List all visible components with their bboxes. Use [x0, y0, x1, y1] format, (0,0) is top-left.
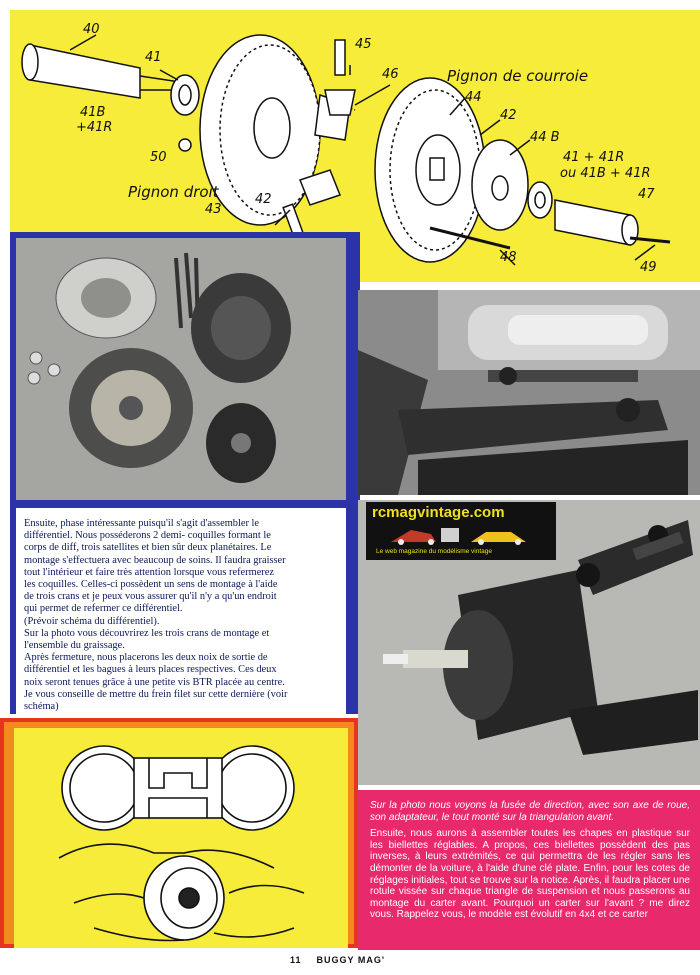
caption-line: Je vous conseille de mettre du frein filet sur cette dernière (voir: [24, 688, 288, 700]
page-number: 11: [290, 955, 302, 965]
differential-schema-drawing: [14, 728, 348, 948]
part-label-41r: +41R: [76, 120, 113, 135]
steering-hub-photo: [358, 500, 700, 785]
part-label-45: 45: [355, 37, 372, 52]
caption-line: différentiel et les bagues à leurs places respectives. Ces deux: [24, 664, 277, 676]
caption-line: schéma): [24, 701, 59, 713]
differential-parts-photo: [16, 238, 346, 500]
caption-line: Ensuite, phase intéressante puisqu'il s'agit d'assembler le: [24, 518, 260, 529]
part-label-44: 44: [465, 90, 482, 105]
part-label-46: 46: [382, 67, 399, 82]
caption-line: les coquilles. Celles-ci possèdent un sens de montage à l'aide: [24, 579, 278, 591]
differential-parts-drawing: [16, 238, 346, 500]
watermark-box: [366, 502, 556, 560]
part-label-ou-41b-41r: ou 41B + 41R: [560, 166, 651, 181]
watermark-tagline: Le web magazine du modélisme vintage: [376, 548, 492, 555]
caption-line: montage s'effectuera avec beaucoup de soins. Il faudra graisser: [24, 554, 286, 566]
part-label-49: 49: [640, 260, 657, 275]
part-label-41-41r: 41 + 41R: [563, 150, 625, 165]
caption-line: Après fermeture, nous placerons les deux noix de sortie de: [24, 652, 268, 664]
label-pignon-de-courroie: Pignon de courroie: [447, 67, 589, 85]
part-label-48: 48: [500, 250, 517, 265]
caption-line: différentiel. Nous posséderons 2 demi- coquilles formant le: [24, 530, 271, 542]
suspension-photo: [358, 290, 700, 495]
magazine-name: BUGGY MAG': [316, 955, 386, 965]
hub-caption-body: Ensuite, nous aurons à assembler toutes les chapes en plastique sur les biellettes réglables. A propos, ces biellettes possèdent des pas inverses, à leurs extrémités, ce qui permettra de les régler sans les démonter de la voiture, à l'aide d'une clé plate. Enfin, pour les cotes de réglages initiales, tout se trouve sur la notice. Après, il faudra placer une rotule vissée sur chaque triangle de suspension et nous passerons au montage du carter avant. Pourquoi un carter sur l'avant ? me direz vous. Rappelez vous, le modèle est évolutif en 4x4 et ce carter: [370, 828, 690, 921]
part-label-42-left: 42: [255, 192, 272, 207]
caption-line: l'ensemble du graissage.: [24, 640, 125, 652]
label-pignon-droit: Pignon droit: [128, 183, 219, 201]
part-label-47: 47: [638, 187, 655, 202]
hub-caption-text: [370, 800, 690, 926]
caption-line: Sur la photo vous découvrirez les trois crans de montage et: [24, 627, 270, 639]
part-label-40: 40: [83, 22, 100, 37]
caption-line: de trois crans et je peux vous assurer qu'il n'y a qu'un endroit: [24, 591, 277, 603]
part-label-42-right: 42: [500, 108, 517, 123]
watermark-cars-icon: [386, 524, 536, 546]
differential-caption-text: [24, 518, 338, 713]
part-label-41b: 41B: [80, 105, 106, 120]
part-label-50: 50: [150, 150, 167, 165]
hub-caption-intro: Sur la photo nous voyons la fusée de direction, avec son axe de roue, son adaptateur, le tout monté sur la triangulation avant.: [370, 800, 690, 823]
differential-schema-panel: [14, 728, 348, 948]
suspension-drawing: [358, 290, 700, 495]
caption-line: tout l'intérieur et faire très attention lorsque vous refermerez: [24, 566, 274, 578]
part-label-41: 41: [145, 50, 162, 65]
differential-caption-box: [16, 508, 346, 716]
part-label-44b: 44 B: [530, 130, 560, 145]
caption-line: corps de diff, trois satellites et bien sûr deux planétaires. Le: [24, 542, 272, 554]
caption-line: qui permet de refermer ce différentiel.: [24, 603, 183, 615]
page-footer: [290, 955, 385, 965]
caption-line: (Prévoir schéma du différentiel).: [24, 615, 160, 627]
caption-line: noix seront tenues grâce à une petite vis BTR placée au centre.: [24, 676, 285, 688]
watermark-site: rcmagvintage.com: [372, 504, 505, 521]
hub-caption-box: [358, 790, 700, 950]
part-label-43: 43: [205, 202, 222, 217]
